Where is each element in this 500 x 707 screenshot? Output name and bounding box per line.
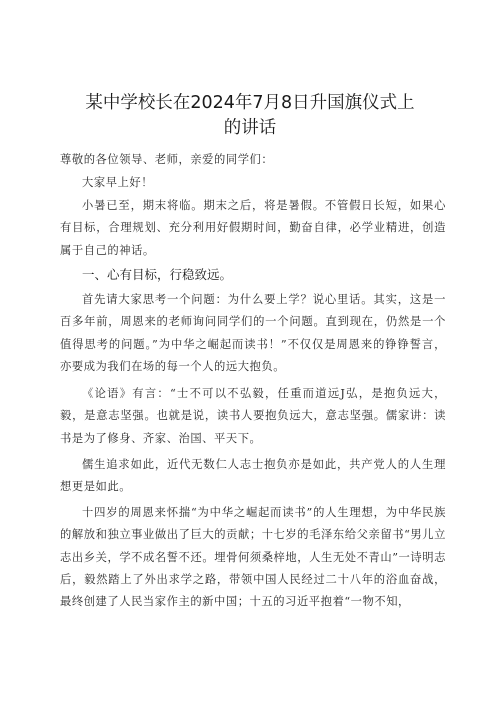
body-paragraph-3: 儒生追求如此，近代无数仁人志士抱负亦是如此，共产党人的人生理想更是如此。	[60, 458, 446, 494]
document-title-line1: 某中学校长在2024年7月8日升国旗仪式上	[85, 93, 415, 113]
document-title-line2: 的讲话	[223, 118, 277, 138]
body-paragraph-1: 首先请大家思考一个问题：为什么要上学？说心里话。其实，这是一百多年前，周恩来的老师询问同学们的一个问题。直到现在，仍然是一个值得思考的问题。”为中华之崛起而读书！”不仅仅是周恩来的铮铮誓言，亦要成为我们在场的每一个人的远大抱负。	[60, 293, 446, 373]
greeting-paragraph: 尊敬的各位领导、老师，亲爱的同学们：	[60, 153, 274, 166]
body-paragraph-4: 十四岁的周恩来怀揣“为中华之崛起而读书”的人生理想，为中华民族的解放和独立事业做出了巨大的贡献；十七岁的毛泽东给父亲留书“男儿立志出乡关，学不成名誓不还。埋骨何须桑梓地，人生无处不青山”一诗明志后，毅然踏上了外出求学之路，带领中国人民经过二十八年的浴血奋战，最终创建了人民当家作主的新中国；十五的习近平抱着“一物不知，	[60, 506, 446, 609]
intro-paragraph: 小暑已至，期末将临。期末之后，将是暑假。不管假日长短，如果心有目标，合理规划、充分利用好假期时间，勤奋自律，必学业精进，创造属于自己的神话。	[60, 199, 446, 257]
body-paragraph-2: 《论语》有言：“士不可以不弘毅，任重而道远J弘，是抱负远大，毅，是意志坚强。也就是说，读书人要抱负远大，意志坚强。儒家讲：读书是为了修身、齐家、治国、平天下。	[60, 387, 446, 445]
section-heading: 一、心有目标，行稳致远。	[82, 267, 233, 282]
hello-paragraph: 大家早上好！	[82, 176, 154, 189]
